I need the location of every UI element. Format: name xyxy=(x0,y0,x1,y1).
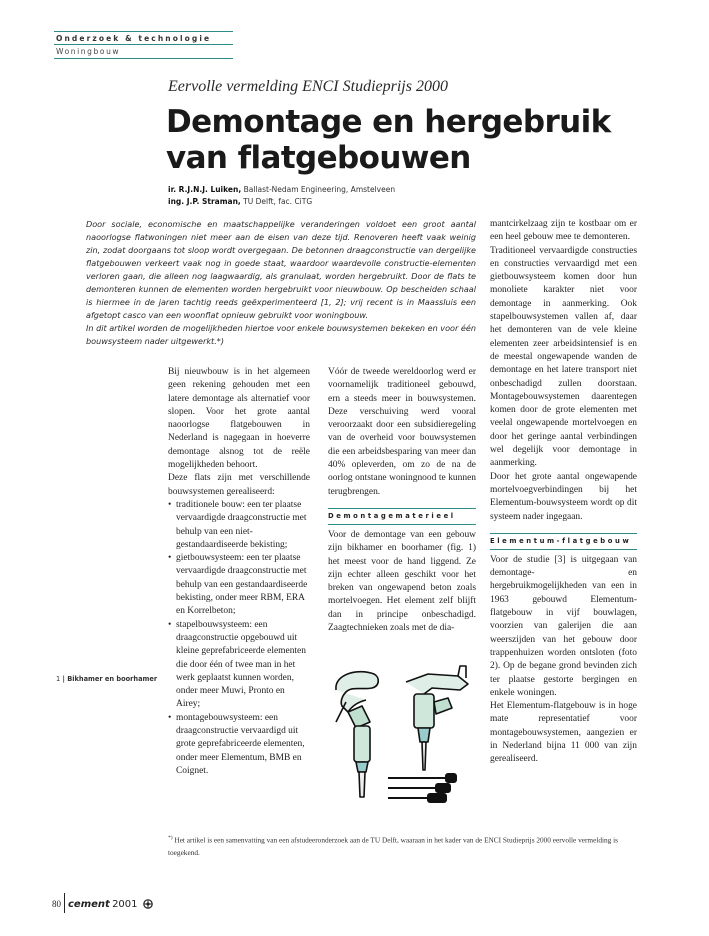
subsection-label: Woningbouw xyxy=(56,47,121,56)
author-2-name: ing. J.P. Straman, xyxy=(168,197,241,206)
lead-text-1: Door sociale, economische en maatschappelijke veranderingen voldoet een groot aantal naoorlogse flatwoningen niet meer aan de eisen van deze tijd. Renoveren heeft vaak weinig zin, zodat doorgaans tot sloop wordt overgegaan. De betonnen draagconstructie van dergelijke flatgebouwen verkeert vaak nog in goede staat, waardoor waardevolle constructie-elementen verloren gaan, die alleen nog laagwaardig, als granulaat, worden hergebruikt. Door de flats te demonteren kunnen de elementen worden hergebruikt voor nieuwbouw. Op bescheiden schaal is hiermee in de jaren tachtig reeds geëxperimenteerd [1, 2]; vrij recent is in Maassluis een afgetopt casco van een woonflat opnieuw gebruikt voor woningbouw. xyxy=(86,219,476,320)
footnote xyxy=(168,832,640,859)
figure-caption-text: Bikhamer en boorhamer xyxy=(67,675,158,683)
author-2 xyxy=(168,197,312,206)
list-item: • gietbouwsysteem: een ter plaatse vervaardigde draagconstructie met behulp van een gestandaardiseerde bekisting, onder meer RBM, ERA en Korrelbeton; xyxy=(168,552,310,618)
header-rule-top xyxy=(54,31,233,32)
author-1-name: ir. R.J.N.J. Luiken, xyxy=(168,185,242,194)
article-title xyxy=(166,104,611,176)
section-label: Onderzoek & technologie xyxy=(56,34,212,43)
title-line-2: van flatgebouwen xyxy=(166,140,471,176)
magazine-name: cement xyxy=(68,899,110,910)
body-column-3 xyxy=(490,218,637,767)
col3-paragraph-4: Voor de studie [3] is uitgegaan van demontage- en hergebruikmogelijkheden van een in 1963 gebouwd Elementum-flatgebouw in vijf bouwlagen, voorzien van galerijen die aan weerszijden van het gebouw door trappenhuizen worden ontsloten (foto 2). Op de begane grond bevinden zich ter plaatse gestorte bergingen en enkele woningen. xyxy=(490,554,637,698)
footer-divider xyxy=(64,893,65,913)
title-line-1: Demontage en hergebruik xyxy=(166,104,611,140)
article-subtitle: Eervolle vermelding ENCI Studieprijs 2000 xyxy=(168,78,448,95)
col2-paragraph-2: Voor de demontage van een gebouw zijn bikhamer en boorhamer (fig. 1) het meest voor de hand liggend. Ze zijn echter alleen geschikt voor het breken van ongewapend beton zoals mortelvoegen. Het element zelf blijft dan in principe onbeschadigd. Zaagtechnieken zoals met de dia- xyxy=(328,529,476,634)
page-number: 80 xyxy=(52,899,61,909)
footnote-mark: *) xyxy=(168,835,173,841)
hammer-illustration xyxy=(328,662,478,810)
author-2-affiliation: TU Delft, fac. CiTG xyxy=(240,197,313,206)
rock-drill-drawing xyxy=(406,666,468,770)
col3-paragraph-1: mantcirkelzaag zijn te kostbaar om er een heel gebouw mee te demonteren. xyxy=(490,219,637,243)
col1-intro-2: Deze flats zijn met verschillende bouwsystemen gerealiseerd: xyxy=(168,473,310,497)
col3-paragraph-5: Het Elementum-flatgebouw is in hoge mate representatief voor montagebouwsystemen, aangezien er in Nederland bijna 11 000 van zijn gerealiseerd. xyxy=(490,701,637,765)
lead-text-2: In dit artikel worden de mogelijkheden hiertoe voor enkele bouwsystemen bekeken en voor één bouwsysteem nader uitgewerkt.*) xyxy=(86,323,476,346)
figure-number: 1 xyxy=(56,675,61,683)
col2-paragraph-1: Vóór de tweede wereldoorlog werd er voornamelijk traditioneel gebouwd, ern a steeds meer in bouwsystemen. Deze verschuiving werd vooral veroorzaakt door een subsidieregeling van de overheid voor bouwsystemen die een arbeidsbesparing van meer dan 40% opleverden, om zo de na de oorlog ontstane woningnood te kunnen terugbrengen. xyxy=(328,367,476,497)
body-column-1 xyxy=(168,366,310,778)
header-rule-middle xyxy=(54,44,233,45)
col3-paragraph-3: Door het grote aantal ongewapende mortelvoegverbindingen bij het Elementum-bouwsysteem wordt op dit systeem nader ingegaan. xyxy=(490,471,637,522)
figure-caption: 1 | Bikhamer en boorhamer xyxy=(56,675,158,683)
chisel-bits-drawing xyxy=(388,774,456,802)
section-heading-demontagematerieel: Demontagematerieel xyxy=(328,508,476,525)
chipping-hammer-drawing xyxy=(336,672,378,797)
page-footer xyxy=(52,893,153,913)
list-item: • stapelbouwsysteem: een draagconstructie opgebouwd uit kleine geprefabriceerde elementen die door één of twee man in het werk geplaatst kunnen worden, onder meer Muwi, Pronto en Airey; xyxy=(168,619,310,712)
magazine-year: 2001 xyxy=(112,899,138,910)
author-1 xyxy=(168,185,395,194)
building-systems-list xyxy=(168,499,310,778)
section-heading-elementum: Elementum-flatgebouw xyxy=(490,533,637,550)
author-1-affiliation: Ballast-Nedam Engineering, Amstelveen xyxy=(241,185,396,194)
footnote-text: Het artikel is een samenvatting van een afstudeeronderzoek aan de TU Delft, waaraan in het kader van de ENCI Studieprijs 2000 eervolle vermelding is toegekend. xyxy=(168,835,619,858)
list-item: • traditionele bouw: een ter plaatse vervaardigde draagconstructie met behulp van een niet-gestandaardiseerde bekisting; xyxy=(168,499,310,552)
header-rule-bottom xyxy=(54,58,233,59)
col1-intro: Bij nieuwbouw is in het algemeen geen rekening gehouden met een latere demontage als alternatief voor slopen. Voor het grote aantal naoorlogse flatgebouwen in Nederland is nagegaan in hoeverre demontage alsnog tot de reële mogelijkheden behoort. xyxy=(168,367,310,471)
list-item: • montagebouwsysteem: een draagconstructie vervaardigd uit grote geprefabriceerde elementen, onder meer Elementum, BMB en Coignet. xyxy=(168,712,310,778)
body-column-2 xyxy=(328,366,476,635)
col3-paragraph-2: Traditioneel vervaardigde constructies en constructies vervaardigd met een gietbouwsysteem komen door hun monoliete karakter niet voor demontage in aanmerking. Ook stapelbouwsystemen vallen af, daar het demonteren van de vele kleine elementen zeer arbeidsintensief is en de meestal ongewapende wanden de demontage en het latere transport niet onbeschadigd zullen doorstaan. Montagebouwsystemen daarentegen komen door de grote elementen met veelal ongewapende mortelvoegen en door het geringe aantal verbindingen wel degelijk voor demontage in aanmerking. xyxy=(490,245,637,469)
magazine-logo-icon xyxy=(143,899,153,909)
lead-paragraph xyxy=(86,218,476,348)
